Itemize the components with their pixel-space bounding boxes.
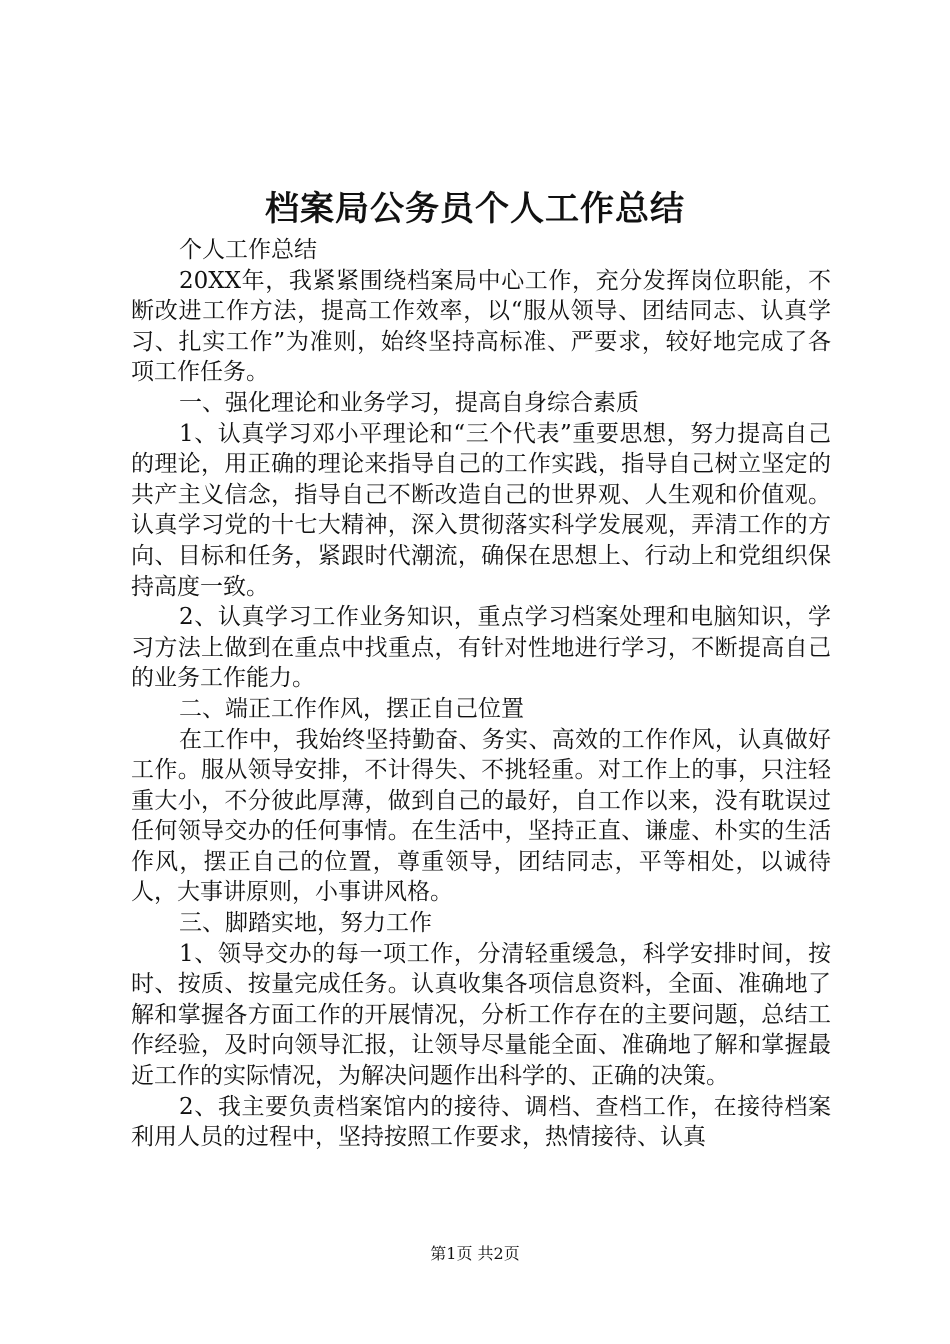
paragraph-1-1: 1、认真学习邓小平理论和“三个代表”重要思想，努力提高自己的理论，用正确的理论来指导自己的工作实践，指导自己树立坚定的共产主义信念，指导自己不断改造自己的世界观、人生观和价值观。认真学习党的十七大精神，深入贯彻落实科学发展观，弄清工作的方向、目标和任务，紧跟时代潮流，确保在思想上、行动上和党组织保持高度一致。 [131, 420, 831, 600]
paragraph-2-1: 在工作中，我始终坚持勤奋、务实、高效的工作作风，认真做好工作。服从领导安排，不计得失、不挑轻重。对工作上的事，只注轻重大小，不分彼此厚薄，做到自己的最好，自工作以来，没有耽误过任何领导交办的任何事情。在生活中，坚持正直、谦虚、朴实的生活作风，摆正自己的位置，尊重领导，团结同志，平等相处，以诚待人，大事讲原则，小事讲风格。 [131, 726, 831, 906]
section-heading-1: 一、强化理论和业务学习，提高自身综合素质 [179, 389, 639, 416]
paragraph-intro: 20XX年，我紧紧围绕档案局中心工作，充分发挥岗位职能，不断改进工作方法，提高工作效率，以“服从领导、团结同志、认真学习、扎实工作”为准则，始终坚持高标准、严要求，较好地完成了各项工作任务。 [131, 267, 831, 386]
document-title: 档案局公务员个人工作总结 [265, 189, 685, 229]
page-footer: 第1页 共2页 [430, 1244, 520, 1263]
document-body [131, 235, 831, 1153]
paragraph-heading-summary: 个人工作总结 [179, 237, 317, 263]
paragraph-3-2: 2、我主要负责档案馆内的接待、调档、查档工作，在接待档案利用人员的过程中，坚持按照工作要求，热情接待、认真 [131, 1093, 831, 1151]
section-heading-2: 二、端正工作作风，摆正自己位置 [179, 695, 524, 722]
paragraph-1-2: 2、认真学习工作业务知识，重点学习档案处理和电脑知识，学习方法上做到在重点中找重点，有针对性地进行学习，不断提高自己的业务工作能力。 [131, 604, 831, 692]
paragraph-3-1: 1、领导交办的每一项工作，分清轻重缓急，科学安排时间，按时、按质、按量完成任务。认真收集各项信息资料，全面、准确地了解和掌握各方面工作的开展情况，分析工作存在的主要问题，总结工作经验，及时向领导汇报，让领导尽量能全面、准确地了解和掌握最近工作的实际情况，为解决问题作出科学的、正确的决策。 [131, 940, 831, 1090]
section-heading-3: 三、脚踏实地，努力工作 [179, 910, 432, 937]
